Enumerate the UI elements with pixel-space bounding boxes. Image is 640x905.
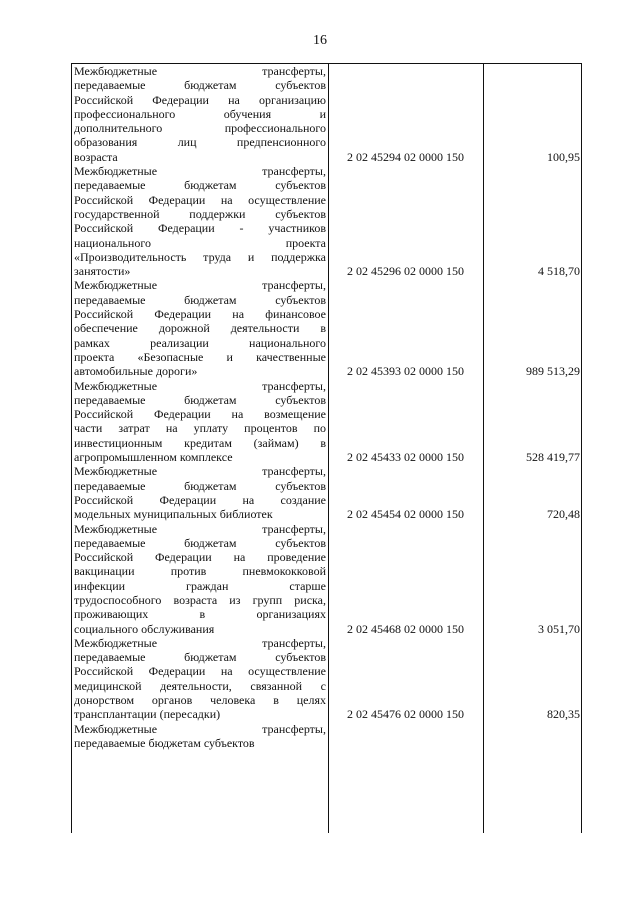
amount-value: 3 051,70 bbox=[538, 621, 580, 636]
amount-value: 528 419,77 bbox=[526, 450, 580, 465]
table-row bbox=[72, 278, 581, 378]
description-line: национального проекта bbox=[74, 235, 326, 250]
description-line: донорством органов человека в целях bbox=[74, 693, 326, 708]
description-line: дополнительного профессионального bbox=[74, 121, 326, 136]
description-line: социального обслуживания bbox=[74, 621, 215, 636]
budget-code: 2 02 45296 02 0000 150 bbox=[347, 264, 464, 279]
description-line: профессионального обучения и bbox=[74, 106, 326, 121]
description-line: части затрат на уплату процентов по bbox=[74, 421, 326, 436]
table-row bbox=[72, 164, 581, 278]
transfer-description bbox=[74, 379, 326, 465]
amount-value: 820,35 bbox=[547, 707, 580, 722]
table-body bbox=[72, 64, 581, 750]
table-row bbox=[72, 379, 581, 465]
description-line: возраста bbox=[74, 149, 118, 164]
description-line: Российской Федерации - участников bbox=[74, 221, 326, 236]
description-line: образования лиц предпенсионного bbox=[74, 135, 326, 150]
description-line: Российской Федерации на создание bbox=[74, 492, 326, 507]
description-line: Межбюджетные трансферты, bbox=[74, 164, 326, 179]
description-line: агропромышленном комплексе bbox=[74, 450, 233, 465]
budget-code: 2 02 45454 02 0000 150 bbox=[347, 507, 464, 522]
description-line: инвестиционным кредитам (займам) в bbox=[74, 435, 326, 450]
description-line: проживающих в организациях bbox=[74, 607, 326, 622]
transfer-description bbox=[74, 278, 326, 378]
budget-code: 2 02 45433 02 0000 150 bbox=[347, 450, 464, 465]
description-line: передаваемые бюджетам субъектов bbox=[74, 650, 326, 665]
table-row bbox=[72, 722, 581, 751]
transfer-description bbox=[74, 722, 326, 751]
amount-value: 989 513,29 bbox=[526, 364, 580, 379]
budget-code: 2 02 45468 02 0000 150 bbox=[347, 621, 464, 636]
transfer-description bbox=[74, 522, 326, 636]
description-line: передаваемые бюджетам субъектов bbox=[74, 478, 326, 493]
description-line: «Производительность труда и поддержка bbox=[74, 249, 326, 264]
description-line: Межбюджетные трансферты, bbox=[74, 521, 326, 536]
description-line: Межбюджетные трансферты, bbox=[74, 378, 326, 393]
table-row bbox=[72, 522, 581, 636]
description-line: передаваемые бюджетам субъектов bbox=[74, 178, 326, 193]
description-line: передаваемые бюджетам субъектов bbox=[74, 392, 326, 407]
budget-code: 2 02 45294 02 0000 150 bbox=[347, 149, 464, 164]
transfer-description bbox=[74, 164, 326, 278]
description-line: инфекции граждан старше bbox=[74, 578, 326, 593]
description-line: вакцинации против пневмококковой bbox=[74, 564, 326, 579]
description-line: трансплантации (пересадки) bbox=[74, 707, 221, 722]
description-line: Межбюджетные трансферты, bbox=[74, 64, 326, 78]
description-line: трудоспособного возраста из групп риска, bbox=[74, 592, 326, 607]
description-line: Российской Федерации на финансовое bbox=[74, 307, 326, 322]
description-line: Межбюджетные трансферты, bbox=[74, 635, 326, 650]
description-line: Российской Федерации на осуществление bbox=[74, 192, 326, 207]
description-line: Российской Федерации на проведение bbox=[74, 550, 326, 565]
page-number: 16 bbox=[313, 33, 327, 48]
description-line: обеспечение дорожной деятельности в bbox=[74, 321, 326, 336]
transfer-description bbox=[74, 64, 326, 164]
budget-table bbox=[71, 63, 582, 833]
description-line: занятости» bbox=[74, 264, 131, 279]
table-row bbox=[72, 636, 581, 722]
description-line: передаваемые бюджетам субъектов bbox=[74, 535, 326, 550]
description-line: Межбюджетные трансферты, bbox=[74, 278, 326, 293]
description-line: Российской Федерации на возмещение bbox=[74, 407, 326, 422]
budget-code: 2 02 45476 02 0000 150 bbox=[347, 707, 464, 722]
amount-value: 100,95 bbox=[547, 149, 580, 164]
description-line: Межбюджетные трансферты, bbox=[74, 464, 326, 479]
budget-code: 2 02 45393 02 0000 150 bbox=[347, 364, 464, 379]
description-line: передаваемые бюджетам субъектов bbox=[74, 78, 326, 93]
description-line: государственной поддержки субъектов bbox=[74, 206, 326, 221]
description-line: модельных муниципальных библиотек bbox=[74, 507, 273, 522]
table-row bbox=[72, 64, 581, 164]
description-line: медицинской деятельности, связанной с bbox=[74, 678, 326, 693]
description-line: проекта «Безопасные и качественные bbox=[74, 349, 326, 364]
transfer-description bbox=[74, 464, 326, 521]
description-line: Межбюджетные трансферты, bbox=[74, 721, 326, 736]
table-row bbox=[72, 464, 581, 521]
description-line: автомобильные дороги» bbox=[74, 364, 198, 379]
description-line: передаваемые бюджетам субъектов bbox=[74, 735, 255, 750]
description-line: передаваемые бюджетам субъектов bbox=[74, 292, 326, 307]
transfer-description bbox=[74, 636, 326, 722]
description-line: Российской Федерации на организацию bbox=[74, 92, 326, 107]
amount-value: 4 518,70 bbox=[538, 264, 580, 279]
description-line: Российской Федерации на осуществление bbox=[74, 664, 326, 679]
description-line: рамках реализации национального bbox=[74, 335, 326, 350]
amount-value: 720,48 bbox=[547, 507, 580, 522]
